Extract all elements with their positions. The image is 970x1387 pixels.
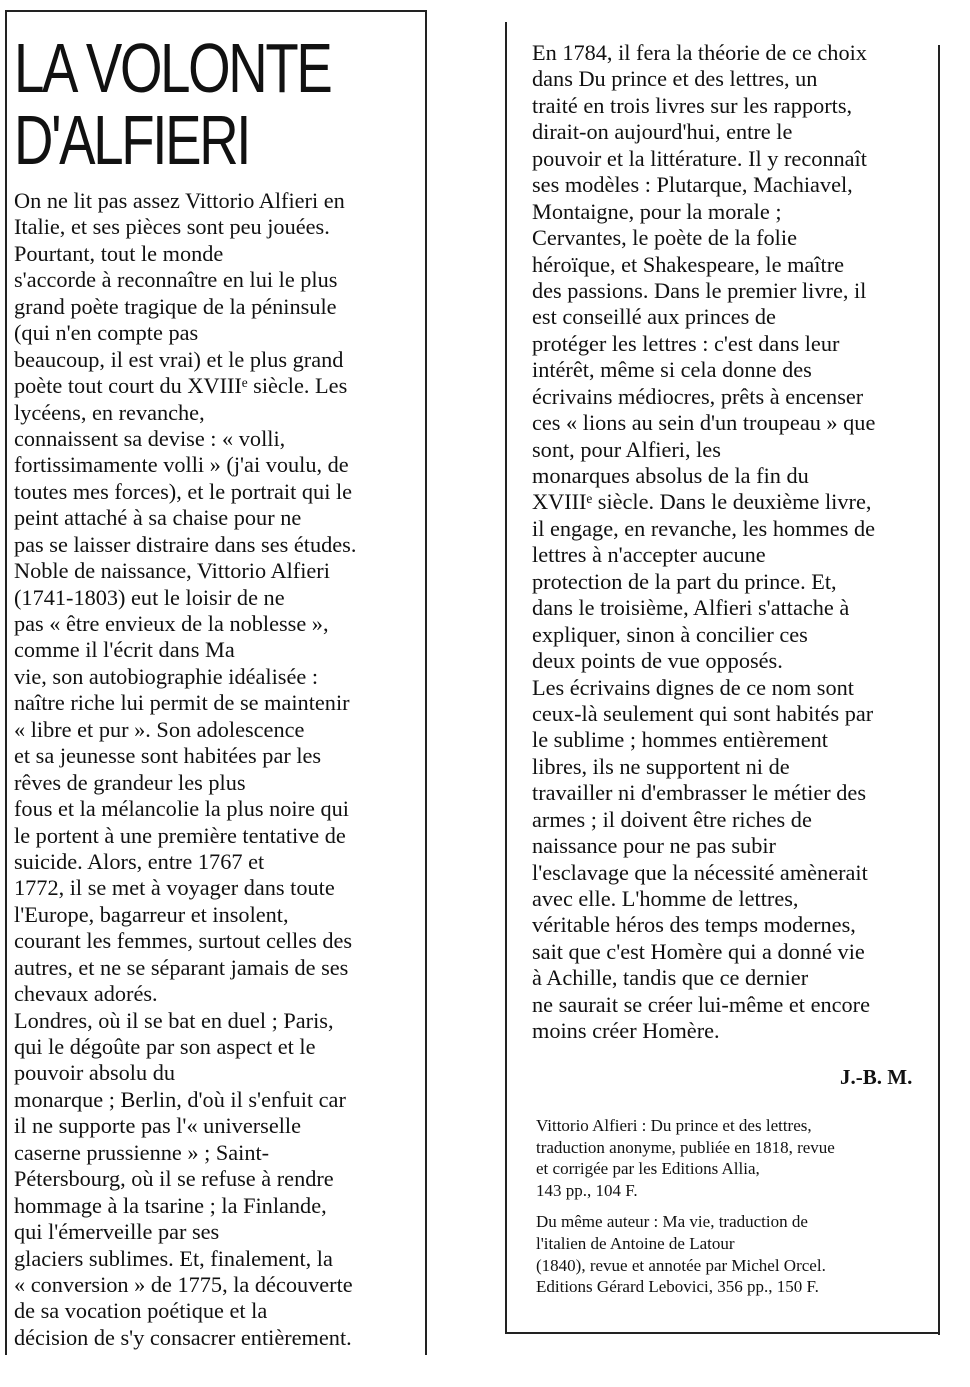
right-body-text	[532, 40, 927, 1045]
text-line: dirait-on aujourd'hui, entre le	[532, 119, 793, 145]
text-line: En 1784, il fera la théorie de ce choix	[532, 40, 867, 65]
text-line: « libre et pur ». Son adolescence	[14, 716, 305, 742]
text-line: moins créer Homère.	[532, 1018, 720, 1044]
text-line: 1772, il se met à voyager dans toute	[14, 875, 335, 901]
text-line: armes ; il doivent être riches de	[532, 806, 812, 832]
book-credits	[536, 1115, 926, 1298]
text-line: pas « être envieux de la noblesse »,	[14, 611, 329, 636]
text-line: de sa vocation poétique et la	[14, 1298, 268, 1324]
text-line: expliquer, sinon à concilier ces	[532, 621, 808, 647]
text-line: ceux-là seulement qui sont habités par	[532, 700, 874, 726]
text-line: et sa jeunesse sont habitées par les	[14, 743, 322, 769]
text-line: l'esclavage que la nécessité amènerait	[532, 859, 868, 885]
text-line: des passions. Dans le premier livre, il	[532, 277, 867, 303]
right-column	[532, 40, 927, 1045]
text-line: naissance pour ne pas subir	[532, 833, 776, 859]
credit-line: traduction anonyme, publiée en 1818, revue	[536, 1137, 835, 1157]
text-line: traité en trois livres sur les rapports,	[532, 92, 853, 118]
text-line: ces « lions au sein d'un troupeau » que	[532, 410, 876, 436]
author-signature: J.-B. M.	[840, 1065, 913, 1089]
credit-line: l'italien de Antoine de Latour	[536, 1233, 735, 1253]
text-line: ses modèles : Plutarque, Machiavel,	[532, 172, 853, 198]
text-line: protection de la part du prince. Et,	[532, 568, 837, 594]
credit-line: Vittorio Alfieri : Du prince et des lettres,	[536, 1116, 812, 1135]
text-line: hommage à la tsarine ; la Finlande,	[14, 1192, 327, 1218]
text-line: glaciers sublimes. Et, finalement, la	[14, 1245, 333, 1271]
text-line: s'accorde à reconnaître en lui le plus	[14, 267, 338, 293]
text-line: Noble de naissance, Vittorio Alfieri	[14, 558, 330, 584]
text-line: dans Du prince et des lettres, un	[532, 66, 818, 92]
text-line: lettres à n'accepter aucune	[532, 542, 766, 568]
credit-line: et corrigée par les Editions Allia,	[536, 1159, 760, 1179]
text-line: avec elle. L'homme de lettres,	[532, 886, 799, 911]
text-line: courant les femmes, surtout celles des	[14, 928, 353, 954]
center-rule-left	[425, 10, 427, 1355]
text-line: travailler ni d'embrasser le métier des	[532, 780, 866, 806]
text-line: (qui n'en compte pas	[14, 320, 199, 346]
text-line: qui le dégoûte par son aspect et le	[14, 1034, 316, 1059]
text-line: Cervantes, le poète de la folie	[532, 225, 797, 251]
top-border-rule	[5, 10, 425, 12]
left-column	[14, 29, 414, 1351]
text-line: ne saurait se créer lui-même et encore	[532, 991, 870, 1017]
credit-line: (1840), revue et annotée par Michel Orcel.	[536, 1255, 826, 1275]
text-line: lycéens, en revanche,	[14, 399, 205, 425]
text-line: l'Europe, bagarreur et insolent,	[14, 901, 289, 927]
text-line: Italie, et ses pièces sont peu jouées.	[14, 214, 330, 240]
text-line: le sublime ; hommes entièrement	[532, 727, 828, 753]
text-line: fous et la mélancolie la plus noire qui	[14, 796, 349, 822]
text-line: véritable héros des temps modernes,	[532, 912, 856, 938]
text-line: Pourtant, tout le monde	[14, 240, 224, 266]
text-line: pouvoir et la littérature. Il y reconnaît	[532, 145, 867, 171]
text-line: est conseillé aux princes de	[532, 304, 776, 330]
text-line: pas se laisser distraire dans ses études.	[14, 531, 357, 557]
left-body-text	[14, 188, 414, 1351]
text-line: XVIIIᵉ siècle. Dans le deuxième livre,	[532, 489, 872, 515]
credits-spacer	[536, 1201, 926, 1211]
text-line: intérêt, même si cela donne des	[532, 357, 812, 383]
text-line: « conversion » de 1775, la découverte	[14, 1271, 353, 1297]
text-line: il engage, en revanche, les hommes de	[532, 515, 875, 541]
text-line: le portent à une première tentative de	[14, 822, 346, 848]
text-line: décision de s'y consacrer entièrement.	[14, 1324, 352, 1350]
text-line: deux points de vue opposés.	[532, 648, 783, 674]
text-line: grand poète tragique de la péninsule	[14, 293, 337, 319]
text-line: On ne lit pas assez Vittorio Alfieri en	[14, 188, 345, 213]
credit-line: Du même auteur : Ma vie, traduction de	[536, 1212, 808, 1232]
left-border-rule	[5, 10, 7, 1355]
text-line: monarques absolus de la fin du	[532, 463, 809, 488]
text-line: rêves de grandeur les plus	[14, 769, 246, 795]
text-line: sait que c'est Homère qui a donné vie	[532, 938, 865, 964]
article-title	[14, 29, 331, 179]
title-line: LA VOLONTE	[14, 29, 331, 107]
text-line: comme il l'écrit dans Ma	[14, 637, 235, 663]
text-line: connaissent sa devise : « volli,	[14, 425, 286, 451]
text-line: à Achille, tandis que ce dernier	[532, 965, 809, 991]
text-line: peint attaché à sa chaise pour ne	[14, 505, 302, 531]
text-line: qui l'émerveille par ses	[14, 1219, 220, 1245]
text-line: Montaigne, pour la morale ;	[532, 198, 782, 224]
text-line: sont, pour Alfieri, les	[532, 436, 721, 462]
text-line: pouvoir absolu du	[14, 1060, 176, 1086]
right-border-rule	[938, 45, 940, 1335]
text-line: autres, et ne se séparant jamais de ses	[14, 954, 349, 980]
text-line: naître riche lui permit de se maintenir	[14, 690, 350, 716]
text-line: Pétersbourg, où il se refuse à rendre	[14, 1166, 334, 1192]
text-line: poète tout court du XVIIIᵉ siècle. Les	[14, 373, 348, 399]
text-line: il ne supporte pas l'« universelle	[14, 1113, 301, 1139]
credit-line: Editions Gérard Lebovici, 356 pp., 150 F.	[536, 1277, 819, 1297]
text-line: écrivains médiocres, prêts à encenser	[532, 383, 864, 409]
text-line: dans le troisième, Alfieri s'attache à	[532, 595, 850, 621]
text-line: (1741-1803) eut le loisir de ne	[14, 584, 285, 610]
text-line: Les écrivains dignes de ce nom sont	[532, 674, 854, 700]
text-line: beaucoup, il est vrai) et le plus grand	[14, 346, 344, 372]
text-line: suicide. Alors, entre 1767 et	[14, 848, 265, 874]
bottom-border-rule	[505, 1332, 938, 1334]
text-line: Londres, où il se bat en duel ; Paris,	[14, 1007, 334, 1033]
text-line: chevaux adorés.	[14, 981, 158, 1007]
credit-line: 143 pp., 104 F.	[536, 1180, 638, 1200]
text-line: monarque ; Berlin, d'où il s'enfuit car	[14, 1086, 346, 1112]
text-line: toutes mes forces), et le portrait qui le	[14, 478, 353, 504]
text-line: héroïque, et Shakespeare, le maître	[532, 251, 845, 277]
title-line: D'ALFIERI	[14, 101, 250, 179]
center-rule-right	[505, 22, 507, 1332]
text-line: caserne prussienne » ; Saint-	[14, 1139, 270, 1165]
text-line: libres, ils ne supportent ni de	[532, 753, 790, 779]
text-line: protéger les lettres : c'est dans leur	[532, 330, 840, 356]
text-line: vie, son autobiographie idéalisée :	[14, 663, 319, 689]
text-line: fortissimamente volli » (j'ai voulu, de	[14, 452, 349, 478]
